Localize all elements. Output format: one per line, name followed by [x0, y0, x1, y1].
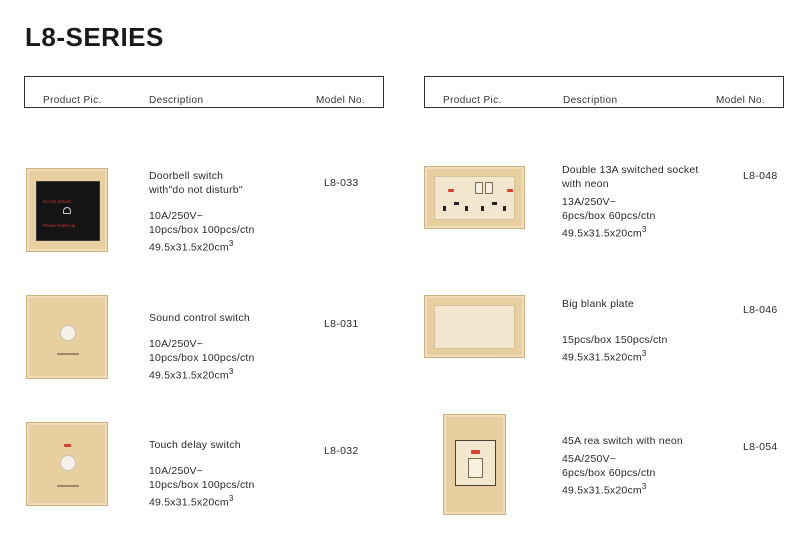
dimensions-superscript: 3 [228, 494, 234, 503]
spec-line: 6pcs/box 60pcs/ctn [562, 467, 656, 479]
model-number: L8-033 [324, 177, 359, 189]
socket-pin-icon [481, 206, 484, 211]
header-product-pic: Product Pic. [43, 95, 102, 106]
spec-line: 6pcs/box 60pcs/ctn [562, 210, 656, 222]
dimensions-superscript: 3 [228, 239, 234, 248]
dimensions-superscript: 3 [228, 367, 234, 376]
panel-text-mur: Please make up [43, 223, 76, 228]
table-header-right [424, 76, 784, 108]
desc-name-line: Doorbell switch [149, 170, 224, 182]
header-model-no: Model No. [716, 95, 766, 106]
dimensions: 49.5x31.5x20cm [149, 369, 229, 382]
round-button-icon [60, 325, 76, 341]
dimensions-superscript: 3 [641, 349, 647, 358]
spec-line: 15pcs/box 150pcs/ctn [562, 334, 668, 346]
round-button-icon [60, 455, 76, 471]
description-45a-switch [562, 434, 683, 498]
product-image-45a-switch [443, 414, 506, 515]
socket-pin-icon [454, 202, 459, 205]
spec-line: 13A/250V~ [562, 196, 617, 208]
rocker-switch-icon [468, 458, 483, 478]
spec-line: 10A/250V~ [149, 210, 204, 222]
spec-line: 45A/250V~ [562, 453, 617, 465]
socket-pin-icon [443, 206, 446, 211]
description-sound-control-switch [149, 311, 255, 383]
socket-pin-icon [465, 206, 468, 211]
desc-name-line: 45A rea switch with neon [562, 435, 683, 447]
model-number: L8-032 [324, 445, 359, 457]
bell-icon [63, 207, 71, 214]
description-doorbell-switch [149, 169, 255, 255]
description-touch-delay-switch [149, 438, 255, 510]
product-image-touch-delay-switch [26, 422, 108, 506]
neon-indicator-right-icon [507, 189, 513, 192]
label-strip-icon [57, 353, 79, 355]
socket-pin-icon [492, 202, 497, 205]
desc-name-line: Big blank plate [562, 298, 634, 310]
model-number: L8-054 [743, 441, 778, 453]
rocker-switch-left-icon [475, 182, 483, 194]
header-model-no: Model No. [316, 95, 366, 106]
header-description: Description [149, 95, 204, 106]
black-glass-panel [36, 181, 100, 241]
product-image-big-blank-plate [424, 295, 525, 358]
table-header-left [24, 76, 384, 108]
spec-line: 10pcs/box 100pcs/ctn [149, 224, 255, 236]
switch-inner-plate [455, 440, 496, 486]
description-double-socket [562, 163, 699, 241]
desc-name-line: Touch delay switch [149, 439, 241, 451]
desc-name-line: with"do not disturb" [149, 184, 243, 196]
dimensions: 49.5x31.5x20cm [562, 484, 642, 497]
header-description: Description [563, 95, 618, 106]
product-image-doorbell-switch [26, 168, 108, 252]
dimensions-superscript: 3 [641, 225, 647, 234]
dimensions: 49.5x31.5x20cm [149, 241, 229, 254]
desc-name-line: Double 13A switched socket [562, 164, 699, 176]
description-big-blank-plate [562, 297, 668, 365]
spec-line: 10pcs/box 100pcs/ctn [149, 479, 255, 491]
neon-indicator-left-icon [448, 189, 454, 192]
spec-line: 10pcs/box 100pcs/ctn [149, 352, 255, 364]
spec-line: 10A/250V~ [149, 465, 204, 477]
neon-indicator-icon [64, 444, 71, 447]
blank-inner-plate [434, 305, 515, 349]
page-title: L8-SERIES [25, 22, 164, 52]
model-number: L8-031 [324, 318, 359, 330]
model-number: L8-048 [743, 170, 778, 182]
header-product-pic: Product Pic. [443, 95, 502, 106]
label-strip-icon [57, 485, 79, 487]
model-number: L8-046 [743, 304, 778, 316]
socket-pin-icon [503, 206, 506, 211]
dimensions-superscript: 3 [641, 482, 647, 491]
dimensions: 49.5x31.5x20cm [149, 496, 229, 509]
panel-text-dnd: Do not disturb [43, 199, 72, 204]
rocker-switch-right-icon [485, 182, 493, 194]
product-image-double-socket [424, 166, 525, 229]
spec-line: 10A/250V~ [149, 338, 204, 350]
desc-name-line: Sound control switch [149, 312, 250, 324]
dimensions: 49.5x31.5x20cm [562, 351, 642, 364]
product-image-sound-control-switch [26, 295, 108, 379]
socket-inner-plate [434, 176, 515, 220]
dimensions: 49.5x31.5x20cm [562, 227, 642, 240]
neon-indicator-icon [471, 450, 480, 454]
desc-name-line: with neon [562, 178, 609, 190]
